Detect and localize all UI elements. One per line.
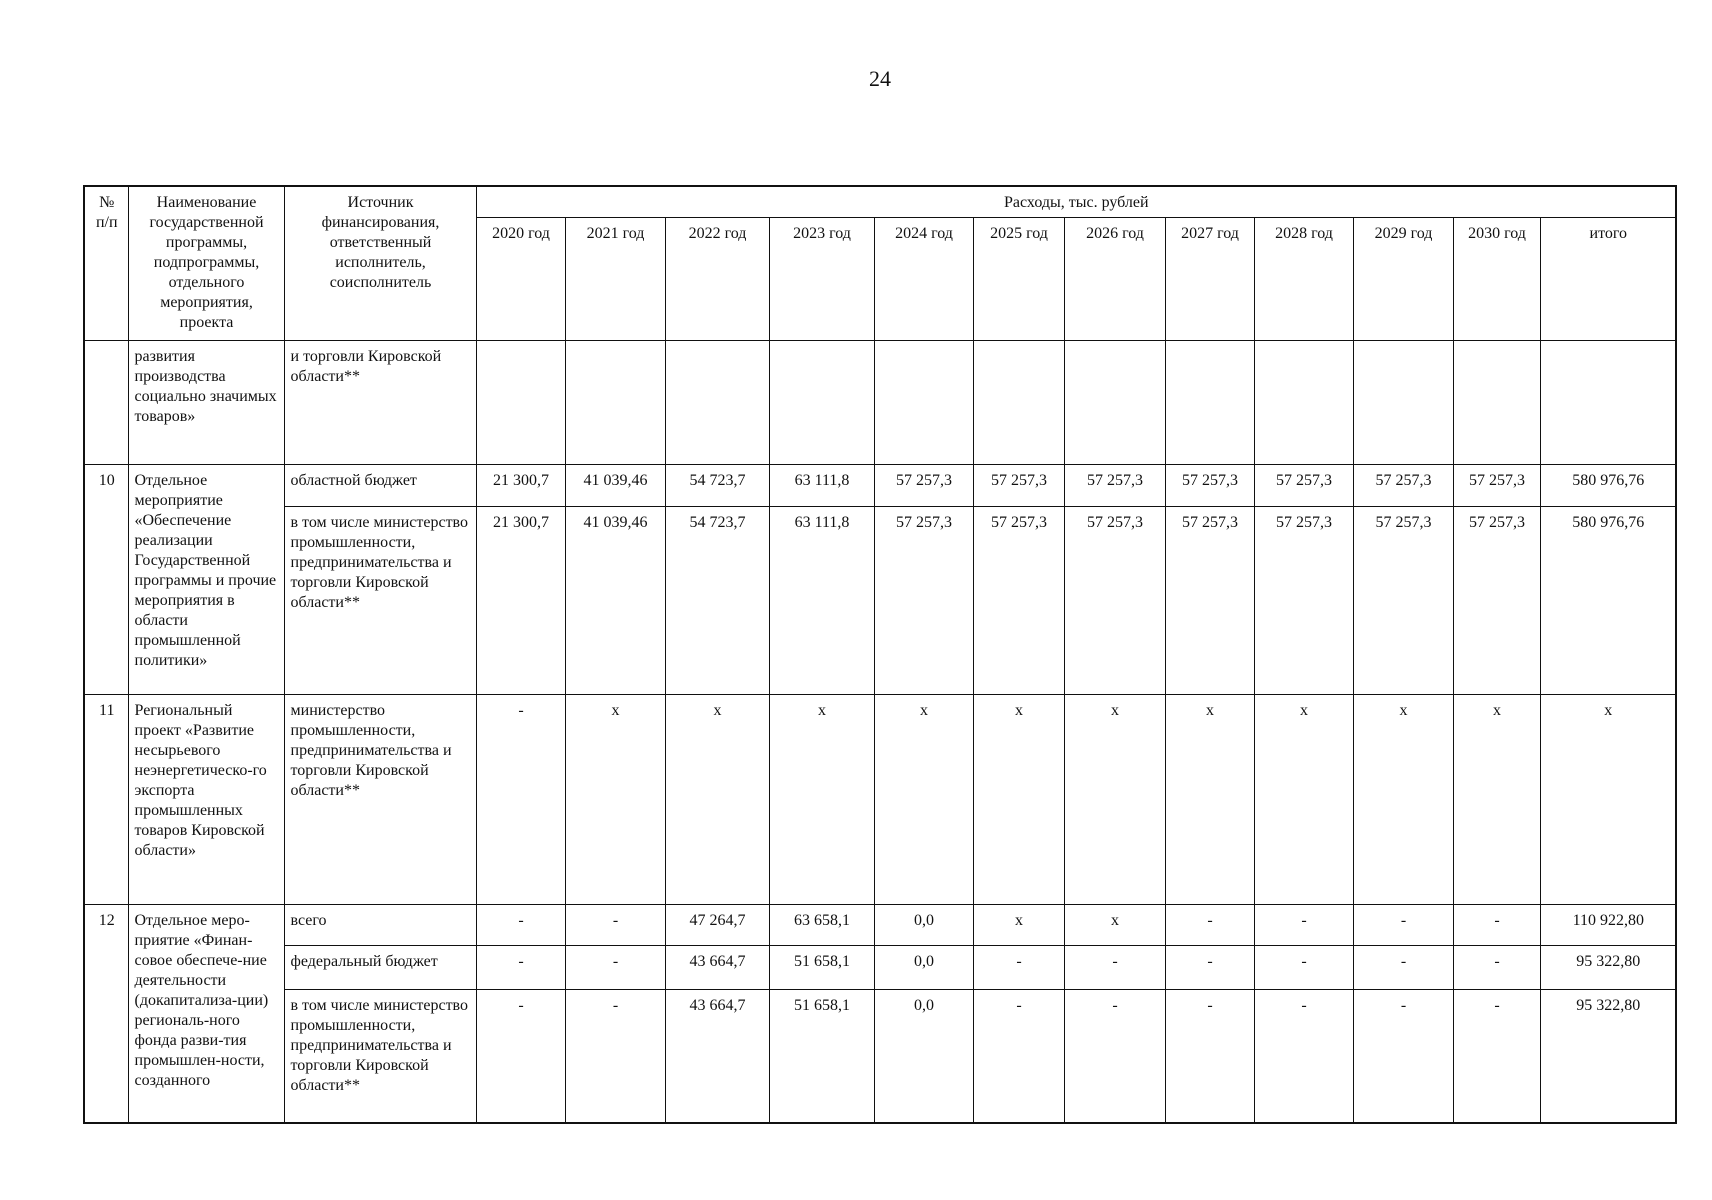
value-cell (973, 341, 1064, 465)
value-cell: 54 723,7 (665, 507, 769, 695)
table-row (84, 946, 1676, 990)
value-cell: - (1254, 990, 1353, 1123)
value-cell: 63 111,8 (769, 465, 874, 507)
value-cell: - (565, 905, 665, 946)
value-cell: х (1254, 695, 1353, 905)
value-cell: 51 658,1 (769, 990, 874, 1123)
header-year: 2023 год (769, 218, 874, 341)
row-number-cell (84, 341, 128, 465)
value-cell: 57 257,3 (1453, 465, 1540, 507)
page-number: 24 (869, 66, 891, 91)
value-cell (1254, 341, 1353, 465)
header-year: 2027 год (1165, 218, 1254, 341)
value-cell: х (769, 695, 874, 905)
row-source-cell: федеральный бюджет (284, 946, 476, 990)
value-cell: х (1064, 695, 1165, 905)
table-row (84, 905, 1676, 946)
value-cell: - (1064, 990, 1165, 1123)
value-cell: 47 264,7 (665, 905, 769, 946)
row-number-cell: 12 (84, 905, 128, 1123)
value-cell (476, 341, 565, 465)
total-cell: х (1540, 695, 1676, 905)
value-cell: х (973, 905, 1064, 946)
value-cell: х (1353, 695, 1453, 905)
header-source: Источник финансирования, ответственный исполнитель, соисполнитель (284, 186, 476, 341)
row-name-cell: Региональный проект «Развитие несырьевого неэнергетическо-го экспорта промышленных товаров Кировской области» (128, 695, 284, 905)
value-cell: 57 257,3 (1064, 465, 1165, 507)
header-year: 2020 год (476, 218, 565, 341)
value-cell: х (665, 695, 769, 905)
header-year: 2026 год (1064, 218, 1165, 341)
value-cell: х (1165, 695, 1254, 905)
value-cell (1453, 341, 1540, 465)
value-cell: 41 039,46 (565, 465, 665, 507)
header-no: № п/п (84, 186, 128, 341)
table-row (84, 507, 1676, 695)
header-name: Наименование государственной программы, подпрограммы, отдельного мероприятия, проекта (128, 186, 284, 341)
row-source-cell: и торговли Кировской области** (284, 341, 476, 465)
value-cell: 57 257,3 (1353, 507, 1453, 695)
value-cell: 57 257,3 (1254, 507, 1353, 695)
value-cell (1353, 341, 1453, 465)
header-year: 2029 год (1353, 218, 1453, 341)
value-cell: - (1353, 990, 1453, 1123)
row-source-cell: областной бюджет (284, 465, 476, 507)
table-body (84, 341, 1676, 1123)
value-cell: 54 723,7 (665, 465, 769, 507)
table-row (84, 341, 1676, 465)
total-cell: 95 322,80 (1540, 946, 1676, 990)
value-cell: 63 111,8 (769, 507, 874, 695)
value-cell: 41 039,46 (565, 507, 665, 695)
table-row (84, 695, 1676, 905)
value-cell: 43 664,7 (665, 946, 769, 990)
value-cell: 57 257,3 (973, 465, 1064, 507)
value-cell: - (1165, 905, 1254, 946)
value-cell: х (1453, 695, 1540, 905)
value-cell: - (1165, 990, 1254, 1123)
total-cell: 580 976,76 (1540, 465, 1676, 507)
value-cell: х (1064, 905, 1165, 946)
value-cell: х (973, 695, 1064, 905)
row-source-cell: в том числе министерство промышленности, предпринимательства и торговли Кировской области** (284, 990, 476, 1123)
value-cell: - (973, 946, 1064, 990)
value-cell (565, 341, 665, 465)
value-cell (1064, 341, 1165, 465)
value-cell: - (565, 946, 665, 990)
expenses-table (83, 185, 1677, 1124)
value-cell: 0,0 (874, 946, 973, 990)
value-cell: - (565, 990, 665, 1123)
header-total: итого (1540, 218, 1676, 341)
value-cell (874, 341, 973, 465)
row-number-cell: 11 (84, 695, 128, 905)
total-cell: 110 922,80 (1540, 905, 1676, 946)
value-cell: - (1254, 946, 1353, 990)
value-cell: 43 664,7 (665, 990, 769, 1123)
value-cell: - (476, 946, 565, 990)
row-source-cell: всего (284, 905, 476, 946)
row-name-cell: развития производства социально значимых товаров» (128, 341, 284, 465)
value-cell: - (1453, 905, 1540, 946)
table-header (84, 186, 1676, 341)
value-cell: х (874, 695, 973, 905)
value-cell: - (1453, 946, 1540, 990)
value-cell: - (1453, 990, 1540, 1123)
value-cell: 57 257,3 (1064, 507, 1165, 695)
table-row (84, 465, 1676, 507)
value-cell: - (973, 990, 1064, 1123)
value-cell: - (1165, 946, 1254, 990)
header-year: 2030 год (1453, 218, 1540, 341)
value-cell: 57 257,3 (1254, 465, 1353, 507)
header-year: 2022 год (665, 218, 769, 341)
value-cell: 57 257,3 (874, 507, 973, 695)
value-cell (665, 341, 769, 465)
value-cell: 57 257,3 (1165, 465, 1254, 507)
value-cell: 57 257,3 (1453, 507, 1540, 695)
row-source-cell: министерство промышленности, предпринимательства и торговли Кировской области** (284, 695, 476, 905)
value-cell: 0,0 (874, 905, 973, 946)
value-cell: 0,0 (874, 990, 973, 1123)
value-cell: 51 658,1 (769, 946, 874, 990)
value-cell (769, 341, 874, 465)
row-source-cell: в том числе министерство промышленности, предпринимательства и торговли Кировской области** (284, 507, 476, 695)
value-cell: - (1254, 905, 1353, 946)
value-cell: 63 658,1 (769, 905, 874, 946)
total-cell: 95 322,80 (1540, 990, 1676, 1123)
value-cell: 57 257,3 (1353, 465, 1453, 507)
table-row (84, 990, 1676, 1123)
header-year: 2024 год (874, 218, 973, 341)
header-expenses: Расходы, тыс. рублей (476, 186, 1676, 218)
value-cell: - (1353, 905, 1453, 946)
value-cell: 21 300,7 (476, 507, 565, 695)
value-cell: 57 257,3 (874, 465, 973, 507)
value-cell: х (565, 695, 665, 905)
value-cell (1165, 341, 1254, 465)
value-cell: - (476, 990, 565, 1123)
value-cell: - (476, 905, 565, 946)
value-cell (1540, 341, 1676, 465)
row-name-cell: Отдельное мероприятие «Обеспечение реализации Государственной программы и прочие мероприятия в области промышленной политики» (128, 465, 284, 695)
row-number-cell: 10 (84, 465, 128, 695)
value-cell: 57 257,3 (973, 507, 1064, 695)
header-year: 2025 год (973, 218, 1064, 341)
value-cell: - (476, 695, 565, 905)
value-cell: 57 257,3 (1165, 507, 1254, 695)
row-name-cell: Отдельное меро-приятие «Финан-совое обеспече-ние деятельности (докапитализа-ции) региональ-ного фонда разви-тия промышлен-ности, созданного (128, 905, 284, 1123)
total-cell: 580 976,76 (1540, 507, 1676, 695)
value-cell: 21 300,7 (476, 465, 565, 507)
value-cell: - (1064, 946, 1165, 990)
value-cell: - (1353, 946, 1453, 990)
header-year: 2021 год (565, 218, 665, 341)
header-year: 2028 год (1254, 218, 1353, 341)
